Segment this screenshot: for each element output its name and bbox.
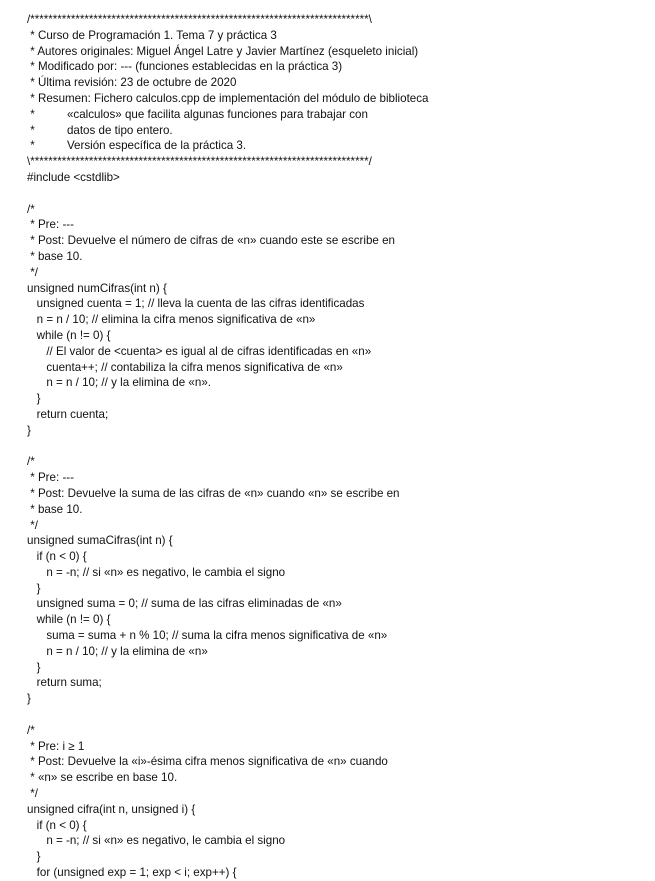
code-line: #include <cstdlib> <box>27 170 120 184</box>
code-line: // El valor de <cuenta> es igual al de cifras identificadas en «n» <box>27 344 372 358</box>
code-line: unsigned numCifras(int n) { <box>27 281 167 295</box>
code-line: } <box>27 850 41 864</box>
code-line: } <box>27 660 41 674</box>
code-line <box>27 707 647 723</box>
code-line: * Autores originales: Miguel Ángel Latre y Javier Martínez (esqueleto inicial) <box>27 44 419 58</box>
code-line: /* <box>27 202 35 216</box>
code-line: suma = suma + n % 10; // suma la cifra menos significativa de «n» <box>27 629 388 643</box>
code-line: } <box>27 692 31 706</box>
code-line: n = n / 10; // y la elimina de «n» <box>27 644 208 658</box>
code-line: * Post: Devuelve la «i»-ésima cifra menos significativa de «n» cuando <box>27 755 388 769</box>
code-line: */ <box>27 265 38 279</box>
code-line: n = n / 10; // elimina la cifra menos significativa de «n» <box>27 313 316 327</box>
code-line: unsigned suma = 0; // suma de las cifras eliminadas de «n» <box>27 597 342 611</box>
code-line: * Modificado por: --- (funciones establecidas en la práctica 3) <box>27 60 343 74</box>
code-line: * Pre: i ≥ 1 <box>27 739 85 753</box>
code-line: } <box>27 423 31 437</box>
code-line: * datos de tipo entero. <box>27 123 173 137</box>
code-line: while (n != 0) { <box>27 613 111 627</box>
code-line <box>27 439 647 455</box>
code-line: * Última revisión: 23 de octubre de 2020 <box>27 76 237 90</box>
code-line: */ <box>27 787 38 801</box>
code-line: * Post: Devuelve el número de cifras de «n» cuando este se escribe en <box>27 234 395 248</box>
code-line: * Pre: --- <box>27 471 75 485</box>
code-line: cuenta++; // contabiliza la cifra menos significativa de «n» <box>27 360 343 374</box>
code-line: n = -n; // si «n» es negativo, le cambia el signo <box>27 834 286 848</box>
code-line: if (n < 0) { <box>27 550 87 564</box>
code-line: * base 10. <box>27 502 83 516</box>
code-line: * Post: Devuelve la suma de las cifras de «n» cuando «n» se escribe en <box>27 486 400 500</box>
code-line: unsigned cifra(int n, unsigned i) { <box>27 802 196 816</box>
code-line: */ <box>27 518 38 532</box>
code-line: return suma; <box>27 676 102 690</box>
code-line: * Resumen: Fichero calculos.cpp de implementación del módulo de biblioteca <box>27 91 429 105</box>
code-line: /***************************************************************************\ <box>27 13 372 26</box>
code-line: unsigned sumaCifras(int n) { <box>27 534 173 548</box>
code-line: for (unsigned exp = 1; exp < i; exp++) { <box>27 866 237 880</box>
source-code-listing <box>27 12 647 881</box>
code-line: \***************************************************************************/ <box>27 155 372 169</box>
code-line: * Curso de Programación 1. Tema 7 y práctica 3 <box>27 28 277 42</box>
code-line: /* <box>27 723 35 737</box>
code-line: * «calculos» que facilita algunas funciones para trabajar con <box>27 107 368 121</box>
code-line: unsigned cuenta = 1; // lleva la cuenta de las cifras identificadas <box>27 297 365 311</box>
code-line <box>27 186 647 202</box>
code-line: } <box>27 392 41 406</box>
code-line: } <box>27 581 41 595</box>
code-line: * base 10. <box>27 249 83 263</box>
code-line: /* <box>27 455 35 469</box>
code-line: if (n < 0) { <box>27 818 87 832</box>
code-line: return cuenta; <box>27 407 109 421</box>
code-line: n = -n; // si «n» es negativo, le cambia el signo <box>27 565 286 579</box>
code-line: n = n / 10; // y la elimina de «n». <box>27 376 211 390</box>
code-line: * Versión específica de la práctica 3. <box>27 139 247 153</box>
code-line: * Pre: --- <box>27 218 75 232</box>
code-line: * «n» se escribe en base 10. <box>27 771 178 785</box>
code-line: while (n != 0) { <box>27 328 111 342</box>
